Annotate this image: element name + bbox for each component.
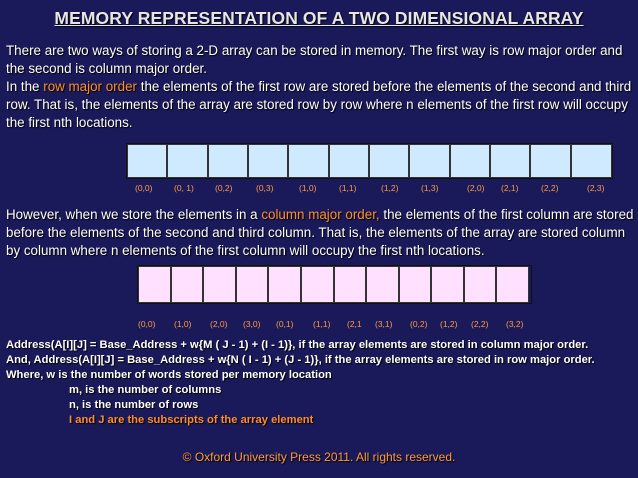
row-major-memory-cells	[126, 143, 613, 179]
cell-label: (0,0)	[138, 319, 156, 329]
cell-label: (0,1)	[276, 319, 294, 329]
memory-cell	[138, 266, 171, 303]
copyright-footer: © Oxford University Press 2011. All rights reserved.	[182, 450, 456, 464]
cell-label: (1,1)	[339, 183, 357, 193]
memory-cell	[334, 266, 366, 303]
address-formulas	[6, 338, 626, 428]
cell-label: (2,0)	[210, 319, 228, 329]
memory-cell	[329, 144, 369, 178]
column-major-highlight: column major order,	[261, 207, 380, 222]
cell-label: (3,0)	[243, 319, 261, 329]
column-major-text-pre: However, when we store the elements in a	[6, 207, 262, 222]
memory-cell	[496, 266, 529, 303]
memory-cell	[248, 144, 288, 178]
column-major-text-post: the elements of the first column are stored before the elements of the second and third column. That is, the elements of the array are stored column by column where n elements of the first column will occupy the first nth locations.	[6, 207, 634, 258]
cell-label: (2,2)	[541, 183, 559, 193]
cell-label: (0, 1)	[174, 183, 194, 193]
memory-cell	[127, 144, 167, 178]
cell-label: (0,0)	[135, 183, 153, 193]
cell-label: (2,1)	[501, 183, 519, 193]
row-major-formula: And, Address(A[I][J] = Base_Address + w{N ( I - 1) + (J - 1)}, if the array elements are stored in row major order.	[6, 354, 595, 366]
memory-cell	[288, 144, 329, 178]
memory-cell	[399, 266, 431, 303]
cell-label: (2,0)	[467, 183, 485, 193]
memory-cell	[208, 144, 248, 178]
row-major-text-post: the elements of the first row are stored before the elements of the second and third row. That is, the elements of the array are stored row by row where n elements of the first row will occupy the first nth locations.	[6, 79, 632, 130]
column-major-memory-cells	[137, 265, 532, 304]
memory-cell	[203, 266, 236, 303]
memory-cell	[268, 266, 301, 303]
memory-cell	[171, 266, 203, 303]
m-definition: m, is the number of columns	[69, 384, 222, 396]
row-major-highlight: row major order	[43, 79, 137, 94]
cell-label: (0,2)	[410, 319, 428, 329]
cell-label: (1,2)	[381, 183, 399, 193]
memory-cell	[369, 144, 409, 178]
cell-label: (3,1)	[375, 319, 393, 329]
memory-cell	[450, 144, 490, 178]
column-major-formula: Address(A[I][J] = Base_Address + w{M ( J - 1) + (I - 1)}, if the array elements are stored in column major order.	[6, 339, 589, 351]
cell-label: (0,3)	[256, 183, 274, 193]
slide-title: MEMORY REPRESENTATION OF A TWO DIMENSIONAL ARRAY	[54, 8, 584, 28]
memory-cell	[236, 266, 268, 303]
cell-label: (0,2)	[215, 183, 233, 193]
intro-text: There are two ways of storing a 2-D array can be stored in memory. The first way is row major order and the second is column major order.	[6, 43, 623, 76]
memory-cell	[431, 266, 464, 303]
ij-definition: I and J are the subscripts of the array element	[69, 414, 314, 426]
intro-paragraph	[6, 42, 634, 132]
memory-cell	[530, 144, 571, 178]
cell-label: (3,2)	[506, 319, 524, 329]
cell-label: (1,2)	[440, 319, 458, 329]
cell-label: (2,3)	[587, 183, 605, 193]
memory-cell	[409, 144, 450, 178]
memory-cell	[464, 266, 496, 303]
n-definition: n, is the number of rows	[69, 399, 199, 411]
memory-cell	[167, 144, 208, 178]
column-major-paragraph	[6, 206, 634, 260]
cell-label: (1,0)	[299, 183, 317, 193]
cell-label: (1,0)	[174, 319, 192, 329]
row-major-text-pre: In the	[6, 79, 44, 94]
cell-label: (1,3)	[421, 183, 439, 193]
cell-label: (1,1)	[313, 319, 331, 329]
memory-cell	[490, 144, 530, 178]
memory-cell	[366, 266, 399, 303]
cell-label: (2,1	[347, 319, 362, 329]
memory-cell	[301, 266, 334, 303]
w-definition: Where, w is the number of words stored per memory location	[6, 369, 332, 381]
cell-label: (2,2)	[471, 319, 489, 329]
memory-cell	[571, 144, 612, 178]
